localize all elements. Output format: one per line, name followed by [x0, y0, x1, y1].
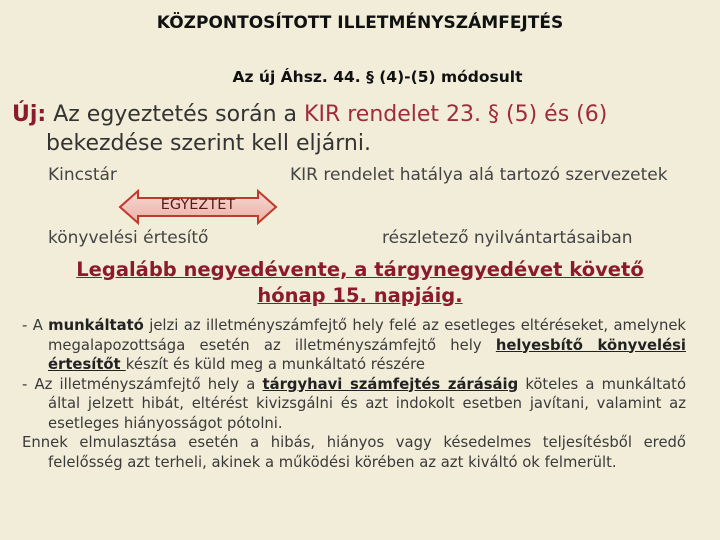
kir-reference: KIR rendelet 23. § (5) és (6): [304, 102, 608, 127]
p1-correction-notice: helyesbítő könyvelési értesítőt: [48, 336, 686, 373]
kir-organizations-label: KIR rendelet hatálya alá tartozó szervezetek: [290, 165, 668, 185]
deadline-line1: Legalább negyedévente, a tárgynegyedévet követő: [76, 258, 644, 281]
p2-text-c: köteles a munkáltató által jelzett hibát, eltérést kivizsgálni és azt indokolt esetben javítani, valamint az esetleges hiányosságot pótolni.: [48, 375, 687, 432]
p1-text-a: - A: [22, 317, 49, 334]
body-text: [22, 316, 686, 472]
deadline-line2: hónap 15. napjáig.: [257, 284, 463, 307]
new-rule-text-line2: bekezdése szerint kell eljárni.: [46, 131, 371, 156]
paragraph-liability: Ennek elmulasztása esetén a hibás, hiányos vagy késedelmes teljesítésből eredő felelősség azt terheli, akinek a működési körében az azt kiváltó ok felmerült.: [22, 434, 686, 471]
page-title: KÖZPONTOSÍTOTT ILLETMÉNYSZÁMFEJTÉS: [156, 13, 564, 33]
paragraph-payroll-office: [22, 375, 686, 434]
deadline-statement: [0, 257, 720, 309]
new-label: Új:: [12, 102, 47, 127]
new-rule-statement: [12, 100, 712, 158]
accounting-notice-label: könyvelési értesítő: [48, 228, 209, 248]
page-subtitle: Az új Áhsz. 44. § (4)-(5) módosult: [232, 68, 523, 86]
treasury-label: Kincstár: [48, 165, 117, 185]
reconcile-label: EGYEZTET: [160, 197, 236, 213]
paragraph-employer: [22, 316, 686, 375]
detailed-records-label: részletező nyilvántartásaiban: [382, 228, 633, 248]
p1-text-e: készít és küld meg a munkáltató részére: [125, 356, 426, 373]
p1-text-c: jelzi az illetményszámfejtő hely felé az esetleges eltéréseket, amelynek megalapozottsága esetén az illetményszámfejtő hely: [48, 317, 686, 354]
p1-employer-bold: munkáltató: [48, 317, 144, 334]
new-rule-text: Az egyeztetés során a: [46, 102, 305, 127]
p2-closing-deadline: tárgyhavi számfejtés zárásáig: [262, 375, 519, 393]
p2-text-a: - Az illetményszámfejtő hely a: [22, 375, 263, 393]
